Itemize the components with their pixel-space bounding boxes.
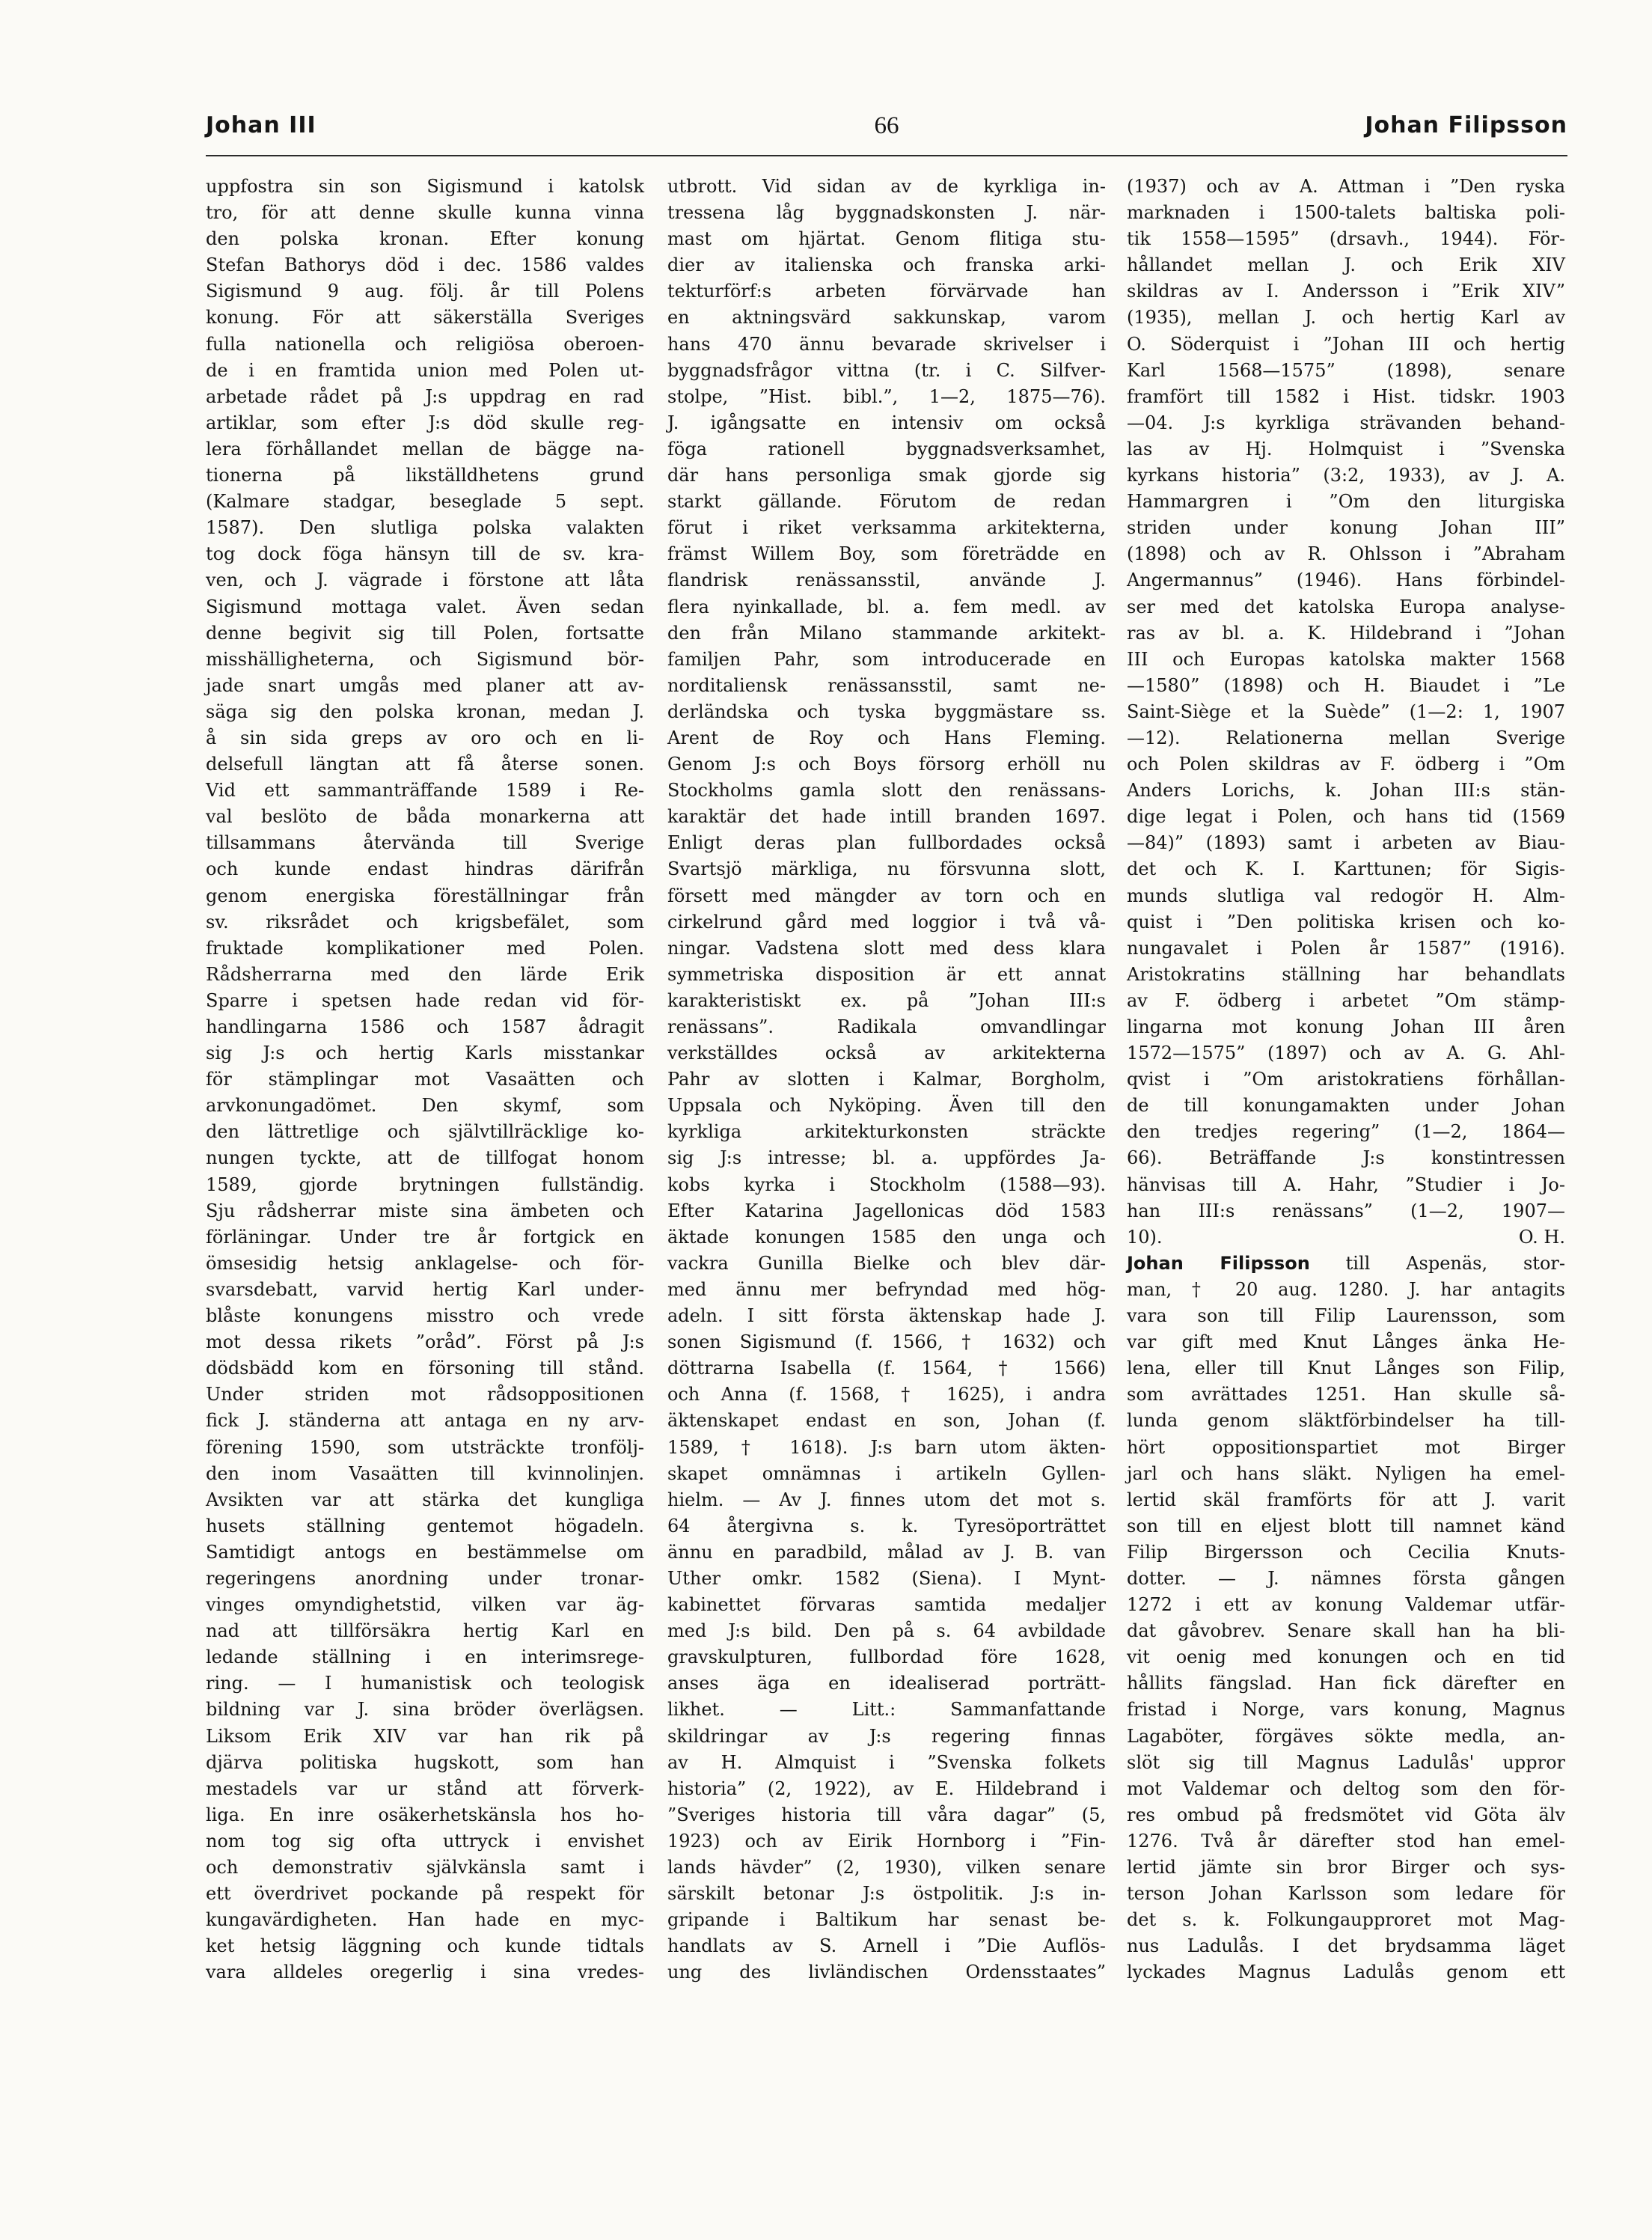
text-line: husets ställning gentemot högadeln. xyxy=(206,1515,644,1536)
text-line: det s. k. Folkungaupproret mot Mag- xyxy=(1127,1909,1565,1931)
text-line: han III:s renässans” (1—2, 1907— xyxy=(1127,1200,1565,1221)
text-line: Angermannus” (1946). Hans förbindel- xyxy=(1127,570,1565,591)
text-line: mast om hjärtat. Genom flitiga stu- xyxy=(667,228,1106,250)
text-line: Sju rådsherrar miste sina ämbeten och xyxy=(206,1200,644,1221)
text-line: Anders Lorichs, k. Johan III:s stän- xyxy=(1127,780,1565,802)
text-line: var gift med Knut Långes änka He- xyxy=(1127,1331,1565,1353)
text-line: skildras av I. Andersson i ”Erik XIV” xyxy=(1127,281,1565,302)
text-line: den från Milano stammande arkitekt- xyxy=(667,622,1106,644)
entry-headword: Johan Filipsson xyxy=(1127,1252,1310,1274)
text-line: hans 470 ännu bevarade skrivelser i xyxy=(667,333,1106,355)
text-line: historia” (2, 1922), av E. Hildebrand i xyxy=(667,1777,1106,1799)
text-line: med J:s bild. Den på s. 64 avbildade xyxy=(667,1620,1106,1642)
text-line: den tredjes regering” (1—2, 1864— xyxy=(1127,1121,1565,1143)
text-line: slöt sig till Magnus Ladulås' uppror xyxy=(1127,1751,1565,1773)
text-line: ningar. Vadstena slott med dess klara xyxy=(667,937,1106,959)
text-line: kyrkliga arkitekturkonsten sträckte xyxy=(667,1121,1106,1143)
entry-heading-rest: till Aspenäs, stor- xyxy=(1309,1252,1565,1274)
text-line: 1589, † 1618). J:s barn utom äkten- xyxy=(667,1436,1106,1458)
text-line: de i en framtida union med Polen ut- xyxy=(206,359,644,381)
text-line: ”Sveriges historia till våra dagar” (5, xyxy=(667,1804,1106,1825)
text-line: Efter Katarina Jagellonicas död 1583 xyxy=(667,1200,1106,1221)
text-line: ring. — I humanistisk och teologisk xyxy=(206,1673,644,1694)
text-line: förut i riket verksamma arkitekterna, xyxy=(667,517,1106,539)
text-line: lena, eller till Knut Långes son Filip, xyxy=(1127,1358,1565,1379)
text-line: flera nyinkallade, bl. a. fem medl. av xyxy=(667,596,1106,617)
text-line: hielm. — Av J. finnes utom det mot s. xyxy=(667,1489,1106,1510)
header-rule xyxy=(206,155,1567,156)
text-line: förläningar. Under tre år fortgick en xyxy=(206,1226,644,1248)
text-line: tillsammans återvända till Sverige xyxy=(206,832,644,854)
entry-heading-line xyxy=(1127,1251,1565,1277)
text-line: Vid ett sammanträffande 1589 i Re- xyxy=(206,780,644,802)
text-line: fick J. ständerna att antaga en ny arv- xyxy=(206,1410,644,1432)
text-line: fristad i Norge, vars konung, Magnus xyxy=(1127,1699,1565,1721)
text-line: dat gåvobrev. Senare skall han ha bli- xyxy=(1127,1620,1565,1642)
text-line: sig J:s och hertig Karls misstankar xyxy=(206,1043,644,1064)
text-line: vackra Gunilla Bielke och blev där- xyxy=(667,1252,1106,1274)
text-line: 64 återgivna s. k. Tyresöporträttet xyxy=(667,1515,1106,1536)
text-line: familjen Pahr, som introducerade en xyxy=(667,648,1106,670)
text-line: 1923) och av Eirik Hornborg i ”Fin- xyxy=(667,1830,1106,1852)
text-line: Samtidigt antogs en bestämmelse om xyxy=(206,1541,644,1563)
text-line: res ombud på fredsmötet vid Göta älv xyxy=(1127,1804,1565,1825)
text-line: lertid jämte sin bror Birger och sys- xyxy=(1127,1857,1565,1878)
text-line: av H. Almquist i ”Svenska folkets xyxy=(667,1751,1106,1773)
text-line: Avsikten var att stärka det kungliga xyxy=(206,1489,644,1510)
text-fragment: 10). xyxy=(1127,1226,1163,1248)
text-line: Liksom Erik XIV var han rik på xyxy=(206,1725,644,1747)
text-line: Svartsjö märkliga, nu försvunna slott, xyxy=(667,858,1106,880)
text-line: karaktär det hade intill branden 1697. xyxy=(667,806,1106,828)
text-line: lingarna mot konung Johan III åren xyxy=(1127,1016,1565,1037)
text-line: tro, för att denne skulle kunna vinna xyxy=(206,202,644,224)
text-line: III och Europas katolska makter 1568 xyxy=(1127,648,1565,670)
text-line: Hammargren i ”Om den liturgiska xyxy=(1127,491,1565,513)
text-line: jarl och hans släkt. Nyligen ha emel- xyxy=(1127,1462,1565,1484)
text-line: lunda genom släktförbindelser ha till- xyxy=(1127,1410,1565,1432)
text-line: uppfostra sin son Sigismund i katolsk xyxy=(206,176,644,197)
text-line: Genom J:s och Boys försorg erhöll nu xyxy=(667,754,1106,775)
text-line: djärva politiska hugskott, som han xyxy=(206,1751,644,1773)
text-line: J. igångsatte en intensiv om också xyxy=(667,412,1106,433)
text-line: äktenskapet endast en son, Johan (f. xyxy=(667,1410,1106,1432)
text-line: skapet omnämnas i artikeln Gyllen- xyxy=(667,1462,1106,1484)
text-line: Sigismund 9 aug. följ. år till Polens xyxy=(206,281,644,302)
text-line: son till en eljest blott till namnet känd xyxy=(1127,1515,1565,1536)
text-line: och Polen skildras av F. ödberg i ”Om xyxy=(1127,754,1565,775)
text-line: gravskulpturen, fullbordad före 1628, xyxy=(667,1647,1106,1668)
text-line: förening 1590, som utsträckte tronfölj- xyxy=(206,1436,644,1458)
text-line: ett överdrivet pockande på respekt för xyxy=(206,1883,644,1905)
text-line: tik 1558—1595” (drsavh., 1944). För- xyxy=(1127,228,1565,250)
column-middle xyxy=(667,174,1106,1986)
text-line: nom tog sig ofta uttryck i envishet xyxy=(206,1830,644,1852)
column-right xyxy=(1127,174,1565,1986)
text-line: striden under konung Johan III” xyxy=(1127,517,1565,539)
author-signature: O. H. xyxy=(1518,1226,1565,1248)
text-line: särskilt betonar J:s östpolitik. J:s in- xyxy=(667,1883,1106,1905)
text-line: och kunde endast hindras därifrån xyxy=(206,858,644,880)
text-line: las av Hj. Holmquist i ”Svenska xyxy=(1127,438,1565,460)
text-line: arvkonungadömet. Den skymf, som xyxy=(206,1095,644,1117)
text-line: (1937) och av A. Attman i ”Den ryska xyxy=(1127,176,1565,197)
text-line: skildringar av J:s regering finnas xyxy=(667,1725,1106,1747)
text-line: vit oenig med konungen och en tid xyxy=(1127,1647,1565,1668)
text-line: lera förhållandet mellan de bägge na- xyxy=(206,438,644,460)
text-line: vara alldeles oregerlig i sina vredes- xyxy=(206,1962,644,1983)
text-line: ännu en paradbild, målad av J. B. van xyxy=(667,1541,1106,1563)
text-line: sonen Sigismund (f. 1566, † 1632) och xyxy=(667,1331,1106,1353)
text-line: det och K. I. Karttunen; för Sigis- xyxy=(1127,858,1565,880)
text-line: starkt gällande. Förutom de redan xyxy=(667,491,1106,513)
text-line: för stämplingar mot Vasaätten och xyxy=(206,1069,644,1090)
text-line: Stefan Bathorys död i dec. 1586 valdes xyxy=(206,254,644,276)
text-line: marknaden i 1500-talets baltiska poli- xyxy=(1127,202,1565,224)
text-line: regeringens anordning under tronar- xyxy=(206,1567,644,1589)
text-line: den polska kronan. Efter konung xyxy=(206,228,644,250)
text-line: derländska och tyska byggmästare ss. xyxy=(667,701,1106,722)
text-line: Stockholms gamla slott den renässans- xyxy=(667,780,1106,802)
text-line: en aktningsvärd sakkunskap, varom xyxy=(667,307,1106,329)
text-line: Enligt deras plan fullbordades också xyxy=(667,832,1106,854)
text-line: å sin sida greps av oro och en li- xyxy=(206,727,644,748)
text-line: äktade konungen 1585 den unga och xyxy=(667,1226,1106,1248)
text-line: Aristokratins ställning har behandlats xyxy=(1127,963,1565,985)
text-line: nungavalet i Polen år 1587” (1916). xyxy=(1127,937,1565,959)
text-line: likhet. — Litt.: Sammanfattande xyxy=(667,1699,1106,1721)
text-line: 66). Beträffande J:s konstintressen xyxy=(1127,1147,1565,1169)
text-line: hållits fängslad. Han fick därefter en xyxy=(1127,1673,1565,1694)
text-line: byggnadsfrågor vittna (tr. i C. Silfver- xyxy=(667,359,1106,381)
text-line: mot dessa rikets ”oråd”. Först på J:s xyxy=(206,1331,644,1353)
text-line: säga sig den polska kronan, medan J. xyxy=(206,701,644,722)
text-line: dige legat i Polen, och hans tid (1569 xyxy=(1127,806,1565,828)
text-line: qvist i ”Om aristokratiens förhållan- xyxy=(1127,1069,1565,1090)
text-line: stolpe, ”Hist. bibl.”, 1—2, 1875—76). xyxy=(667,385,1106,407)
text-line: och Anna (f. 1568, † 1625), i andra xyxy=(667,1384,1106,1406)
text-line: nungen tyckte, att de tillfogat honom xyxy=(206,1147,644,1169)
text-line: ung des livländischen Ordensstaates” xyxy=(667,1962,1106,1983)
text-line: nad att tillförsäkra hertig Karl en xyxy=(206,1620,644,1642)
text-line: hört oppositionspartiet mot Birger xyxy=(1127,1436,1565,1458)
text-line: de till konungamakten under Johan xyxy=(1127,1095,1565,1117)
text-line: anses äga en idealiserad porträtt- xyxy=(667,1673,1106,1694)
text-line: hållandet mellan J. och Erik XIV xyxy=(1127,254,1565,276)
text-line: terson Johan Karlsson som ledare för xyxy=(1127,1883,1565,1905)
text-line: hänvisas till A. Hahr, ”Studier i Jo- xyxy=(1127,1174,1565,1195)
text-line: karakteristiskt ex. på ”Johan III:s xyxy=(667,989,1106,1011)
text-line: genom energiska föreställningar från xyxy=(206,885,644,906)
text-line: sv. riksrådet och krigsbefälet, som xyxy=(206,911,644,933)
text-line: konung. För att säkerställa Sveriges xyxy=(206,307,644,329)
running-header xyxy=(206,112,1567,151)
text-line: val beslöto de båda monarkerna att xyxy=(206,806,644,828)
text-line: kobs kyrka i Stockholm (1588—93). xyxy=(667,1174,1106,1195)
text-line: quist i ”Den politiska krisen och ko- xyxy=(1127,911,1565,933)
text-line: Arent de Roy och Hans Fleming. xyxy=(667,727,1106,748)
text-line: misshälligheterna, och Sigismund bör- xyxy=(206,648,644,670)
text-line: fruktade komplikationer med Polen. xyxy=(206,937,644,959)
text-line: kabinettet förvaras samtida medaljer xyxy=(667,1594,1106,1616)
text-line: Karl 1568—1575” (1898), senare xyxy=(1127,359,1565,381)
text-line: munds slutliga val redogör H. Alm- xyxy=(1127,885,1565,906)
text-line: vara son till Filip Laurensson, som xyxy=(1127,1305,1565,1327)
text-line: renässans”. Radikala omvandlingar xyxy=(667,1016,1106,1037)
text-line: den inom Vasaätten till kvinnolinjen. xyxy=(206,1462,644,1484)
text-line: ser med det katolska Europa analyse- xyxy=(1127,596,1565,617)
text-line: O. Söderquist i ”Johan III och hertig xyxy=(1127,333,1565,355)
text-line: kyrkans historia” (3:2, 1933), av J. A. xyxy=(1127,465,1565,486)
page-number: 66 xyxy=(874,112,899,139)
text-line: Uppsala och Nyköping. Även till den xyxy=(667,1095,1106,1117)
text-line: Pahr av slotten i Kalmar, Borgholm, xyxy=(667,1069,1106,1090)
text-line: döttrarna Isabella (f. 1564, † 1566) xyxy=(667,1358,1106,1379)
text-line: norditaliensk renässansstil, samt ne- xyxy=(667,674,1106,696)
text-line: med ännu mer befryndad med hög- xyxy=(667,1278,1106,1300)
text-line: bildning var J. sina bröder överlägsen. xyxy=(206,1699,644,1721)
text-line: lertid skäl framförts för att J. varit xyxy=(1127,1489,1565,1510)
text-line: ömsesidig hetsig anklagelse- och för- xyxy=(206,1252,644,1274)
header-right-title: Johan Filipsson xyxy=(1365,112,1567,138)
text-line: ras av bl. a. K. Hildebrand i ”Johan xyxy=(1127,622,1565,644)
text-line: man, † 20 aug. 1280. J. har antagits xyxy=(1127,1278,1565,1300)
text-line: sig J:s intresse; bl. a. uppfördes Ja- xyxy=(667,1147,1106,1169)
text-line: tog dock föga hänsyn till de sv. kra- xyxy=(206,543,644,565)
text-line: lyckades Magnus Ladulås genom ett xyxy=(1127,1962,1565,1983)
text-line: tressena låg byggnadskonsten J. när- xyxy=(667,202,1106,224)
text-line: främst Willem Boy, som företrädde en xyxy=(667,543,1106,565)
text-line: av F. ödberg i arbetet ”Om stämp- xyxy=(1127,989,1565,1011)
text-line: artiklar, som efter J:s död skulle reg- xyxy=(206,412,644,433)
text-line: ket hetsig läggning och kunde tidtals xyxy=(206,1935,644,1957)
text-line: den lättretlige och självtillräcklige ko- xyxy=(206,1121,644,1143)
text-line: Uther omkr. 1582 (Siena). I Mynt- xyxy=(667,1567,1106,1589)
text-line: ven, och J. vägrade i förstone att låta xyxy=(206,570,644,591)
text-line: blåste konungens misstro och vrede xyxy=(206,1305,644,1327)
text-line: som avrättades 1251. Han skulle så- xyxy=(1127,1384,1565,1406)
text-line: tionerna på likställdhetens grund xyxy=(206,465,644,486)
text-line: jade snart umgås med planer att av- xyxy=(206,674,644,696)
text-line: Filip Birgersson och Cecilia Knuts- xyxy=(1127,1541,1565,1563)
text-line: Rådsherrarna med den lärde Erik xyxy=(206,963,644,985)
text-line: utbrott. Vid sidan av de kyrkliga in- xyxy=(667,176,1106,197)
text-line: (1935), mellan J. och hertig Karl av xyxy=(1127,307,1565,329)
text-line: delsefull längtan att få återse sonen. xyxy=(206,754,644,775)
text-line: svarsdebatt, varvid hertig Karl under- xyxy=(206,1278,644,1300)
column-left xyxy=(206,174,644,1986)
header-left-title: Johan III xyxy=(206,112,316,138)
text-line: (Kalmare stadgar, beseglade 5 sept. xyxy=(206,491,644,513)
text-line: kungavärdigheten. Han hade en myc- xyxy=(206,1909,644,1931)
text-line: fulla nationella och religiösa oberoen- xyxy=(206,333,644,355)
text-line: försett med mängder av torn och en xyxy=(667,885,1106,906)
text-line: cirkelrund gård med loggior i två vå- xyxy=(667,911,1106,933)
text-line: handlats av S. Arnell i ”Die Auflös- xyxy=(667,1935,1106,1957)
text-line: Sigismund mottaga valet. Även sedan xyxy=(206,596,644,617)
text-line: Saint-Siège et la Suède” (1—2: 1, 1907 xyxy=(1127,701,1565,722)
text-line: dier av italienska och franska arki- xyxy=(667,254,1106,276)
text-line: liga. En inre osäkerhetskänsla hos ho- xyxy=(206,1804,644,1825)
text-line: adeln. I sitt första äktenskap hade J. xyxy=(667,1305,1106,1327)
text-line: nus Ladulås. I det brydsamma läget xyxy=(1127,1935,1565,1957)
text-line: flandrisk renässansstil, använde J. xyxy=(667,570,1106,591)
text-line: —04. J:s kyrkliga strävanden behand- xyxy=(1127,412,1565,433)
text-line: mestadels var ur stånd att förverk- xyxy=(206,1777,644,1799)
text-line: framfört till 1582 i Hist. tidskr. 1903 xyxy=(1127,385,1565,407)
text-line: denne begivit sig till Polen, fortsatte xyxy=(206,622,644,644)
text-line: dotter. — J. nämnes första gången xyxy=(1127,1567,1565,1589)
text-line: och demonstrativ självkänsla samt i xyxy=(206,1857,644,1878)
text-line: —84)” (1893) samt i arbeten av Biau- xyxy=(1127,832,1565,854)
text-line: mot Valdemar och deltog som den för- xyxy=(1127,1777,1565,1799)
text-line: 1272 i ett av konung Valdemar utfär- xyxy=(1127,1594,1565,1616)
text-line: 1587). Den slutliga polska valakten xyxy=(206,517,644,539)
text-line: vinges omyndighetstid, vilken var äg- xyxy=(206,1594,644,1616)
text-line: verkställdes också av arkitekterna xyxy=(667,1043,1106,1064)
text-line: Sparre i spetsen hade redan vid för- xyxy=(206,989,644,1011)
text-line: 1589, gjorde brytningen fullständig. xyxy=(206,1174,644,1195)
text-line: tekturförf:s arbeten förvärvade han xyxy=(667,281,1106,302)
text-line: —1580” (1898) och H. Biaudet i ”Le xyxy=(1127,674,1565,696)
text-line: symmetriska disposition är ett annat xyxy=(667,963,1106,985)
text-line-with-signature xyxy=(1127,1224,1565,1251)
text-line: Lagaböter, förgäves sökte medla, an- xyxy=(1127,1725,1565,1747)
text-line: föga rationell byggnadsverksamhet, xyxy=(667,438,1106,460)
text-line: handlingarna 1586 och 1587 ådragit xyxy=(206,1016,644,1037)
text-line: 1572—1575” (1897) och av A. G. Ahl- xyxy=(1127,1043,1565,1064)
text-line: lands hävder” (2, 1930), vilken senare xyxy=(667,1857,1106,1878)
text-line: Under striden mot rådsoppositionen xyxy=(206,1384,644,1406)
text-line: (1898) och av R. Ohlsson i ”Abraham xyxy=(1127,543,1565,565)
text-line: ledande ställning i en interimsrege- xyxy=(206,1647,644,1668)
text-line: dödsbädd kom en försoning till stånd. xyxy=(206,1358,644,1379)
text-line: 1276. Två år därefter stod han emel- xyxy=(1127,1830,1565,1852)
text-line: gripande i Baltikum har senast be- xyxy=(667,1909,1106,1931)
text-line: arbetade rådet på J:s uppdrag en rad xyxy=(206,385,644,407)
text-line: —12). Relationerna mellan Sverige xyxy=(1127,727,1565,748)
text-line: där hans personliga smak gjorde sig xyxy=(667,465,1106,486)
